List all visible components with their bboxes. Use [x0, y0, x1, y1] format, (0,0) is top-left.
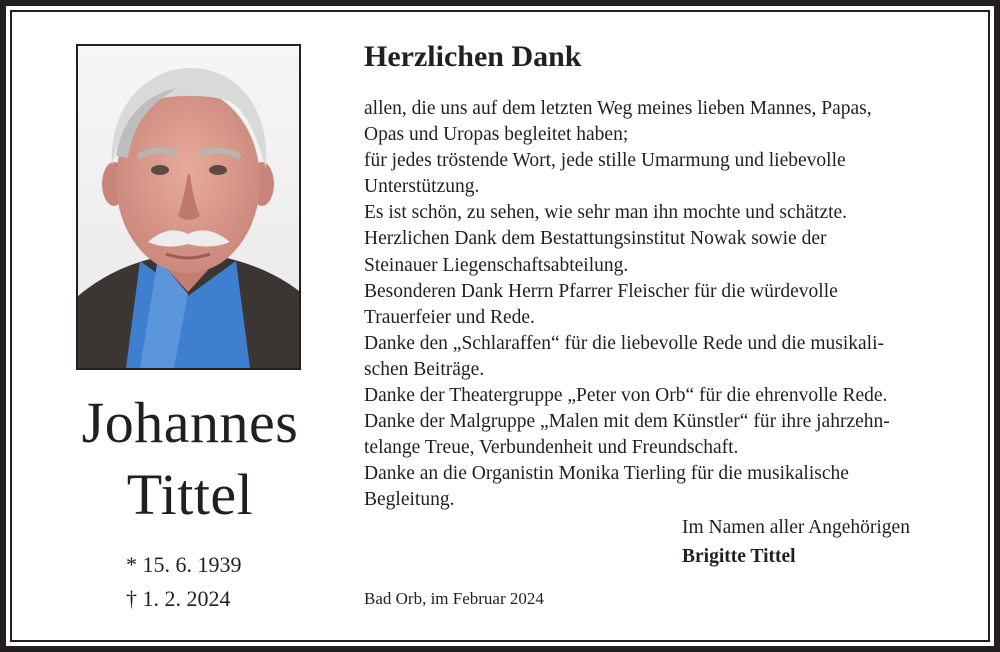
notice-headline: Herzlichen Dank	[364, 40, 582, 73]
text-line: Besonderen Dank Herrn Pfarrer Fleischer für die würdevolle	[364, 280, 838, 302]
text-line: Danke der Malgruppe „Malen mit dem Künstler“ für ihre jahrzehn-	[364, 411, 890, 433]
portrait-photo	[76, 44, 301, 370]
deceased-last-name: Tittel	[126, 462, 254, 527]
text-line: Danke an die Organistin Monika Tierling für die musikalische	[364, 463, 849, 485]
text-line: Danke den „Schlaraffen“ für die liebevolle Rede und die musikali-	[364, 332, 884, 354]
text-line: Opas und Uropas begleitet haben;	[364, 124, 629, 146]
text-line: Danke der Theatergruppe „Peter von Orb“ für die ehrenvolle Rede.	[364, 385, 888, 407]
text-line: Herzlichen Dank dem Bestattungsinstitut Nowak sowie der	[364, 228, 827, 250]
closing-line: Im Namen aller Angehörigen	[682, 517, 910, 538]
text-line: Trauerfeier und Rede.	[364, 306, 535, 328]
place-and-date: Bad Orb, im Februar 2024	[364, 589, 544, 608]
text-line: allen, die uns auf dem letzten Weg meines lieben Mannes, Papas,	[364, 98, 872, 119]
thank-you-text	[364, 96, 964, 514]
text-line: Unterstützung.	[364, 176, 480, 198]
death-date: † 1. 2. 2024	[126, 586, 231, 611]
signer-name: Brigitte Tittel	[682, 546, 796, 567]
birth-date: * 15. 6. 1939	[126, 552, 242, 577]
text-line: Begleitung.	[364, 489, 455, 511]
deceased-first-name: Johannes	[81, 390, 299, 455]
text-line: schen Beiträge.	[364, 358, 485, 380]
text-line: Es ist schön, zu sehen, wie sehr man ihn mochte und schätzte.	[364, 202, 848, 224]
text-line: Steinauer Liegenschaftsabteilung.	[364, 254, 629, 276]
text-line: für jedes tröstende Wort, jede stille Umarmung und liebevolle	[364, 150, 846, 172]
text-line: telange Treue, Verbundenheit und Freundschaft.	[364, 437, 739, 459]
